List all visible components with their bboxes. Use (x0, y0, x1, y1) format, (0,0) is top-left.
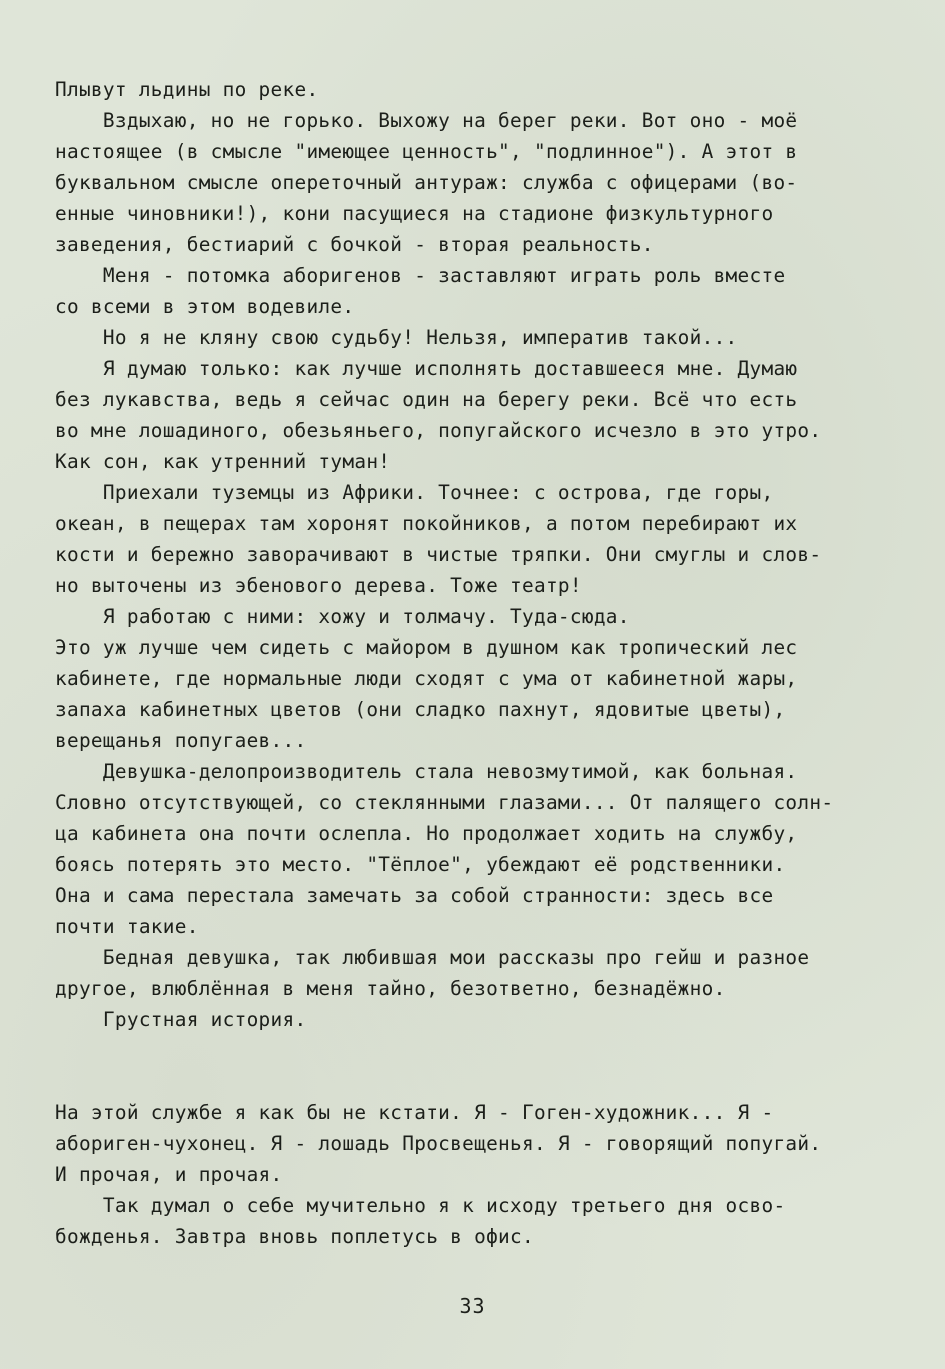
paragraph-4 (55, 322, 885, 353)
text-line: Как сон, как утренний туман! (55, 450, 391, 473)
text-line: Грустная история. (55, 1008, 307, 1031)
text-line: енные чиновники!), кони пасущиеся на стадионе физкультурного (55, 202, 774, 225)
text-line: Приехали туземцы из Африки. Точнее: с острова, где горы, (55, 481, 774, 504)
text-line: абориген-чухонец. Я - лошадь Просвещенья. Я - говорящий попугай. (55, 1132, 822, 1155)
text-line: Бедная девушка, так любившая мои рассказы про гейш и разное (55, 946, 810, 969)
text-line: Девушка-делопроизводитель стала невозмутимой, как больная. (55, 760, 798, 783)
text-line: но выточены из эбенового дерева. Тоже театр! (55, 574, 582, 597)
text-line: во мне лошадиного, обезьяньего, попугайского исчезло в это утро. (55, 419, 822, 442)
text-line: настоящее (в смысле "имеющее ценность", "подлинное"). А этот в (55, 140, 798, 163)
text-line: заведения, бестиарий с бочкой - вторая реальность. (55, 233, 654, 256)
text-line: Она и сама перестала замечать за собой странности: здесь все (55, 884, 774, 907)
paragraph-12 (55, 1190, 885, 1252)
body-text (55, 74, 885, 1252)
text-line: боясь потерять это место. "Тёплое", убеждают её родственники. (55, 853, 786, 876)
text-line: Вздыхаю, но не горько. Выхожу на берег реки. Вот оно - моё (55, 109, 798, 132)
paragraph-3 (55, 260, 885, 322)
text-line: запаха кабинетных цветов (они сладко пахнут, ядовитые цветы), (55, 698, 786, 721)
text-line: со всеми в этом водевиле. (55, 295, 355, 318)
section-break (55, 1035, 885, 1097)
text-line: И прочая, и прочая. (55, 1163, 283, 1186)
text-line: другое, влюблённая в меня тайно, безответно, безнадёжно. (55, 977, 726, 1000)
text-line: кости и бережно заворачивают в чистые тряпки. Они смуглы и слов- (55, 543, 822, 566)
text-line: Словно отсутствующей, со стеклянными глазами... От палящего солн- (55, 791, 834, 814)
text-line: На этой службе я как бы не кстати. Я - Гоген-художник... Я - (55, 1101, 774, 1124)
paragraph-8 (55, 756, 885, 942)
paragraph-6 (55, 477, 885, 601)
text-line: Это уж лучше чем сидеть с майором в душном как тропический лес (55, 636, 798, 659)
text-line: океан, в пещерах там хоронят покойников, а потом перебирают их (55, 512, 798, 535)
paragraph-5 (55, 353, 885, 477)
text-line: Я работаю с ними: хожу и толмачу. Туда-сюда. (55, 605, 630, 628)
text-line: Но я не кляну свою судьбу! Нельзя, императив такой... (55, 326, 738, 349)
text-line: Меня - потомка аборигенов - заставляют играть роль вместе (55, 264, 786, 287)
text-line: буквальном смысле опереточный антураж: служба с офицерами (во- (55, 171, 798, 194)
paragraph-2 (55, 105, 885, 260)
text-line: почти такие. (55, 915, 199, 938)
text-line: верещанья попугаев... (55, 729, 307, 752)
paragraph-9 (55, 942, 885, 1004)
text-line: ца кабинета она почти ослепла. Но продолжает ходить на службу, (55, 822, 798, 845)
text-line: Так думал о себе мучительно я к исходу третьего дня осво- (55, 1194, 786, 1217)
paragraph-7 (55, 601, 885, 756)
page-number: 33 (459, 1294, 486, 1318)
text-line: без лукавства, ведь я сейчас один на берегу реки. Всё что есть (55, 388, 798, 411)
paragraph-1 (55, 74, 885, 105)
text-line: божденья. Завтра вновь поплетусь в офис. (55, 1225, 534, 1248)
text-line: кабинете, где нормальные люди сходят с ума от кабинетной жары, (55, 667, 798, 690)
paragraph-10 (55, 1004, 885, 1035)
paragraph-11 (55, 1097, 885, 1190)
text-line: Я думаю только: как лучше исполнять доставшееся мне. Думаю (55, 357, 798, 380)
text-line: Плывут льдины по реке. (55, 78, 319, 101)
